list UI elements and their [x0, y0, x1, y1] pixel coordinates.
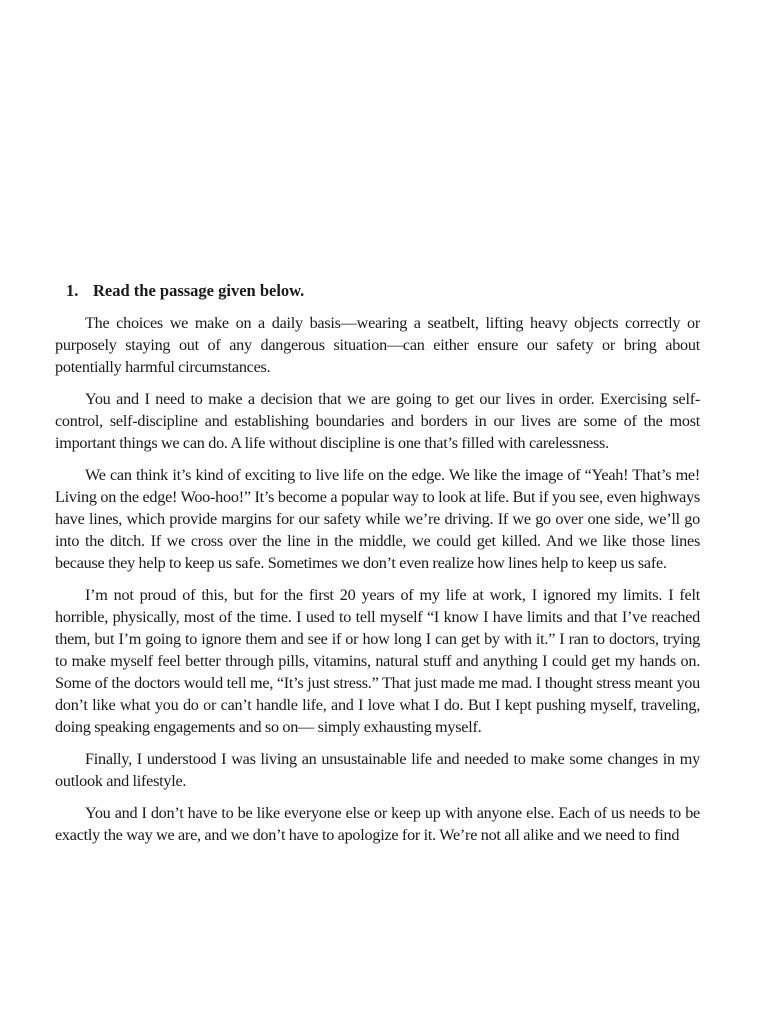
passage-paragraph-5: Finally, I understood I was living an unsustainable life and needed to make some changes in my outlook and lifestyle. [55, 750, 700, 790]
question-block [55, 280, 700, 856]
question-heading [55, 280, 700, 302]
question-number: 1. [66, 281, 79, 300]
passage-paragraph-6: You and I don’t have to be like everyone else or keep up with anyone else. Each of us needs to be exactly the way we are, and we don’t have to apologize for it. We’re not all alike and we need to find [55, 804, 700, 844]
passage-paragraph-3: We can think it’s kind of exciting to live life on the edge. We like the image of “Yeah! That’s me! Living on the edge! Woo-hoo!” It’s become a popular way to look at life. But if you see, even highways have lines, which provide margins for our safety while we’re driving. If we go over one side, we’ll go into the ditch. If we cross over the line in the middle, we could get killed. And we like those lines because they help to keep us safe. Sometimes we don’t even realize how lines help to keep us safe. [55, 466, 700, 572]
passage-paragraph-2: You and I need to make a decision that we are going to get our lives in order. Exercising self-control, self-discipline and establishing boundaries and borders in our lives are some of the most important things we can do. A life without discipline is one that’s filled with carelessness. [55, 390, 700, 452]
passage-paragraph-1: The choices we make on a daily basis—wearing a seatbelt, lifting heavy objects correctly or purposely staying out of any dangerous situation—can either ensure our safety or bring about potentially harmful circumstances. [55, 314, 700, 376]
passage-paragraph-4: I’m not proud of this, but for the first 20 years of my life at work, I ignored my limits. I felt horrible, physically, most of the time. I used to tell myself “I know I have limits and that I’ve reached them, but I’m going to ignore them and see if or how long I can get by with it.” I ran to doctors, trying to make myself feel better through pills, vitamins, natural stuff and anything I could get my hands on. Some of the doctors would tell me, “It’s just stress.” That just made me mad. I thought stress meant you don’t like what you do or can’t handle life, and I love what I do. But I kept pushing myself, traveling, doing speaking engagements and so on— simply exhausting myself. [55, 586, 700, 736]
question-instruction: Read the passage given below. [93, 281, 305, 300]
